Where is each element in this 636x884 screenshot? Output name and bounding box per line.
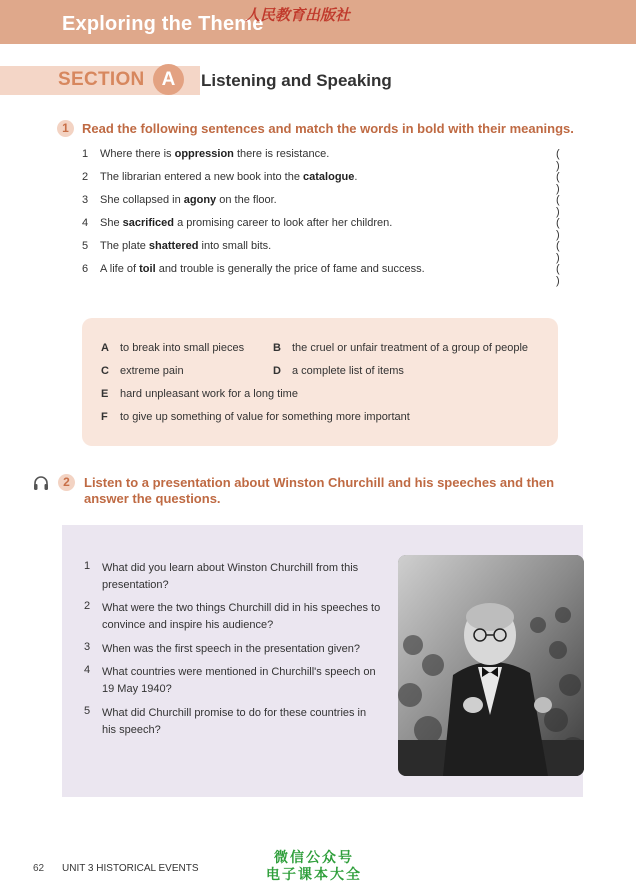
publisher-logo: 人民教育出版社 xyxy=(245,6,351,24)
item-text: Where there is oppression there is resistance. xyxy=(100,148,330,160)
section-label: SECTION xyxy=(58,69,145,90)
question-number: 2 xyxy=(84,600,91,612)
sentence-item xyxy=(82,194,582,218)
page-header-title: Exploring the Theme xyxy=(62,13,264,35)
question-1-number: 1 xyxy=(57,120,74,137)
bold-word: toil xyxy=(139,263,156,275)
question-number: 1 xyxy=(84,560,91,572)
page-number: 62 xyxy=(33,863,45,874)
churchill-photo xyxy=(398,555,584,776)
question-text: What did Churchill promise to do for these countries in his speech? xyxy=(102,707,367,736)
meaning-letter: E xyxy=(101,388,109,400)
item-text: A life of toil and trouble is generally the price of fame and success. xyxy=(100,263,425,275)
question-text: What countries were mentioned in Churchill's speech on 19 May 1940? xyxy=(102,666,376,695)
item-text: The librarian entered a new book into the catalogue. xyxy=(100,171,358,183)
item-number: 2 xyxy=(82,171,89,183)
meaning-text: to give up something of value for something more important xyxy=(120,411,410,423)
item-number: 6 xyxy=(82,263,89,275)
question-number: 5 xyxy=(84,705,91,717)
meaning-text: the cruel or unfair treatment of a group of people xyxy=(292,342,529,354)
meaning-letter: A xyxy=(101,342,109,354)
bold-word: oppression xyxy=(174,148,234,160)
answer-bracket: ( ) xyxy=(556,148,566,172)
section-title: Listening and Speaking xyxy=(201,71,392,90)
meanings-box xyxy=(82,318,558,446)
bold-word: agony xyxy=(183,194,217,206)
answer-bracket: ( ) xyxy=(556,217,566,241)
watermark-line2: 电子课本大全 xyxy=(266,867,362,883)
unit-label: UNIT 3 HISTORICAL EVENTS xyxy=(62,863,199,874)
item-number: 3 xyxy=(82,194,89,206)
question-text: When was the first speech in the presentation given? xyxy=(102,643,361,655)
item-number: 1 xyxy=(82,148,89,160)
question-text: What did you learn about Winston Churchill from this presentation? xyxy=(102,562,359,591)
question-2-instruction-line1: Listen to a presentation about Winston Churchill and his speeches and then xyxy=(84,475,555,490)
meaning-text: hard unpleasant work for a long time xyxy=(120,388,298,400)
answer-bracket: ( ) xyxy=(556,263,566,287)
meaning-letter: C xyxy=(101,365,109,377)
item-number: 5 xyxy=(82,240,89,252)
answer-bracket: ( ) xyxy=(556,240,566,264)
bold-word: catalogue xyxy=(303,171,355,183)
question-2-instruction-line2: answer the questions. xyxy=(84,491,221,506)
item-number: 4 xyxy=(82,217,89,229)
bold-word: shattered xyxy=(148,240,199,252)
header-bar xyxy=(0,0,636,44)
sentence-item xyxy=(82,263,582,287)
sentence-item xyxy=(82,217,582,241)
section-letter-badge: A xyxy=(153,64,184,95)
question-1-instruction: Read the following sentences and match the words in bold with their meanings. xyxy=(82,121,574,136)
sentence-item xyxy=(82,148,582,172)
question-number: 3 xyxy=(84,641,91,653)
question-2-number: 2 xyxy=(58,474,75,491)
meaning-text: to break into small pieces xyxy=(120,342,245,354)
headphone-icon xyxy=(33,475,49,491)
item-text: The plate shattered into small bits. xyxy=(100,240,272,252)
item-text: She collapsed in agony on the floor. xyxy=(100,194,277,206)
meaning-letter: B xyxy=(273,342,281,354)
meaning-letter: D xyxy=(273,365,281,377)
sentence-item xyxy=(82,240,582,264)
question-number: 4 xyxy=(84,664,91,676)
bold-word: sacrificed xyxy=(122,217,175,229)
item-text: She sacrificed a promising career to look after her children. xyxy=(100,217,393,229)
meaning-letter: F xyxy=(101,411,108,423)
question-text: What were the two things Churchill did in his speeches to convince and inspire his audience? xyxy=(102,602,381,631)
watermark-line1: 微信公众号 xyxy=(274,850,354,866)
meaning-text: a complete list of items xyxy=(292,365,404,377)
meaning-text: extreme pain xyxy=(120,365,184,377)
answer-bracket: ( ) xyxy=(556,194,566,218)
answer-bracket: ( ) xyxy=(556,171,566,195)
sentence-item xyxy=(82,171,582,195)
